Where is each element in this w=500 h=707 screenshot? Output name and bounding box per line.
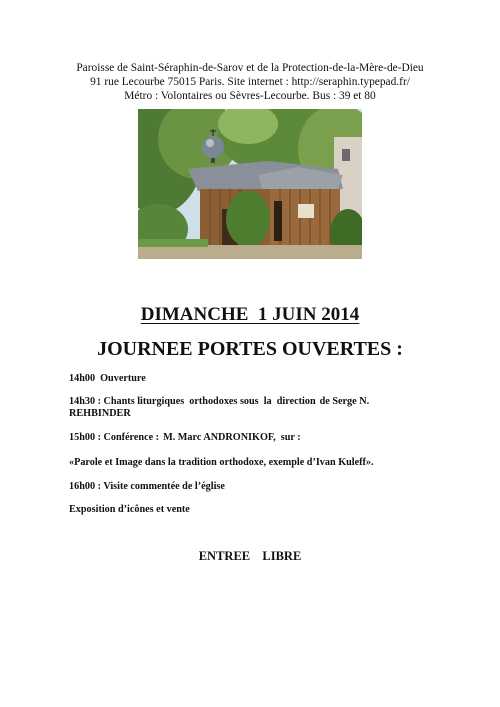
program-icon-exhibition: Exposition d’icônes et vente	[69, 504, 190, 515]
program-chants-director: de Serge N.	[319, 396, 370, 407]
program-conference-time: 15h00 : Conférence :	[69, 432, 160, 443]
program-conference	[69, 432, 301, 444]
parish-transport: Métro : Volontaires ou Sèvres-Lecourbe. Bus : 39 et 80	[124, 89, 376, 102]
program-conference-topic: «Parole et Image dans la tradition orthodoxe, exemple d’Ivan Kuleff».	[69, 457, 374, 468]
event-date: DIMANCHE 1 JUIN 2014	[140, 304, 360, 325]
program-chants-text: 14h30 : Chants liturgiques orthodoxes sous la direction	[69, 396, 316, 407]
church-photo	[138, 109, 362, 259]
parish-address: 91 rue Lecourbe 75015 Paris. Site internet : http://seraphin.typepad.fr/	[90, 75, 410, 88]
church-photo-illustration	[138, 109, 362, 259]
program-chants-director-surname: REHBINDER	[69, 408, 131, 419]
free-entry: ENTREE LIBRE	[198, 549, 302, 563]
program-opening: 14h00 Ouverture	[69, 373, 146, 384]
event-title: JOURNEE PORTES OUVERTES :	[97, 338, 403, 360]
parish-header	[0, 62, 500, 103]
program-conference-speaker: M. Marc ANDRONIKOF, sur :	[163, 432, 301, 443]
program-chants	[69, 396, 369, 408]
parish-name: Paroisse de Saint-Séraphin-de-Sarov et de la Protection-de-la-Mère-de-Dieu	[76, 62, 424, 74]
program-guided-tour: 16h00 : Visite commentée de l’église	[69, 481, 225, 492]
